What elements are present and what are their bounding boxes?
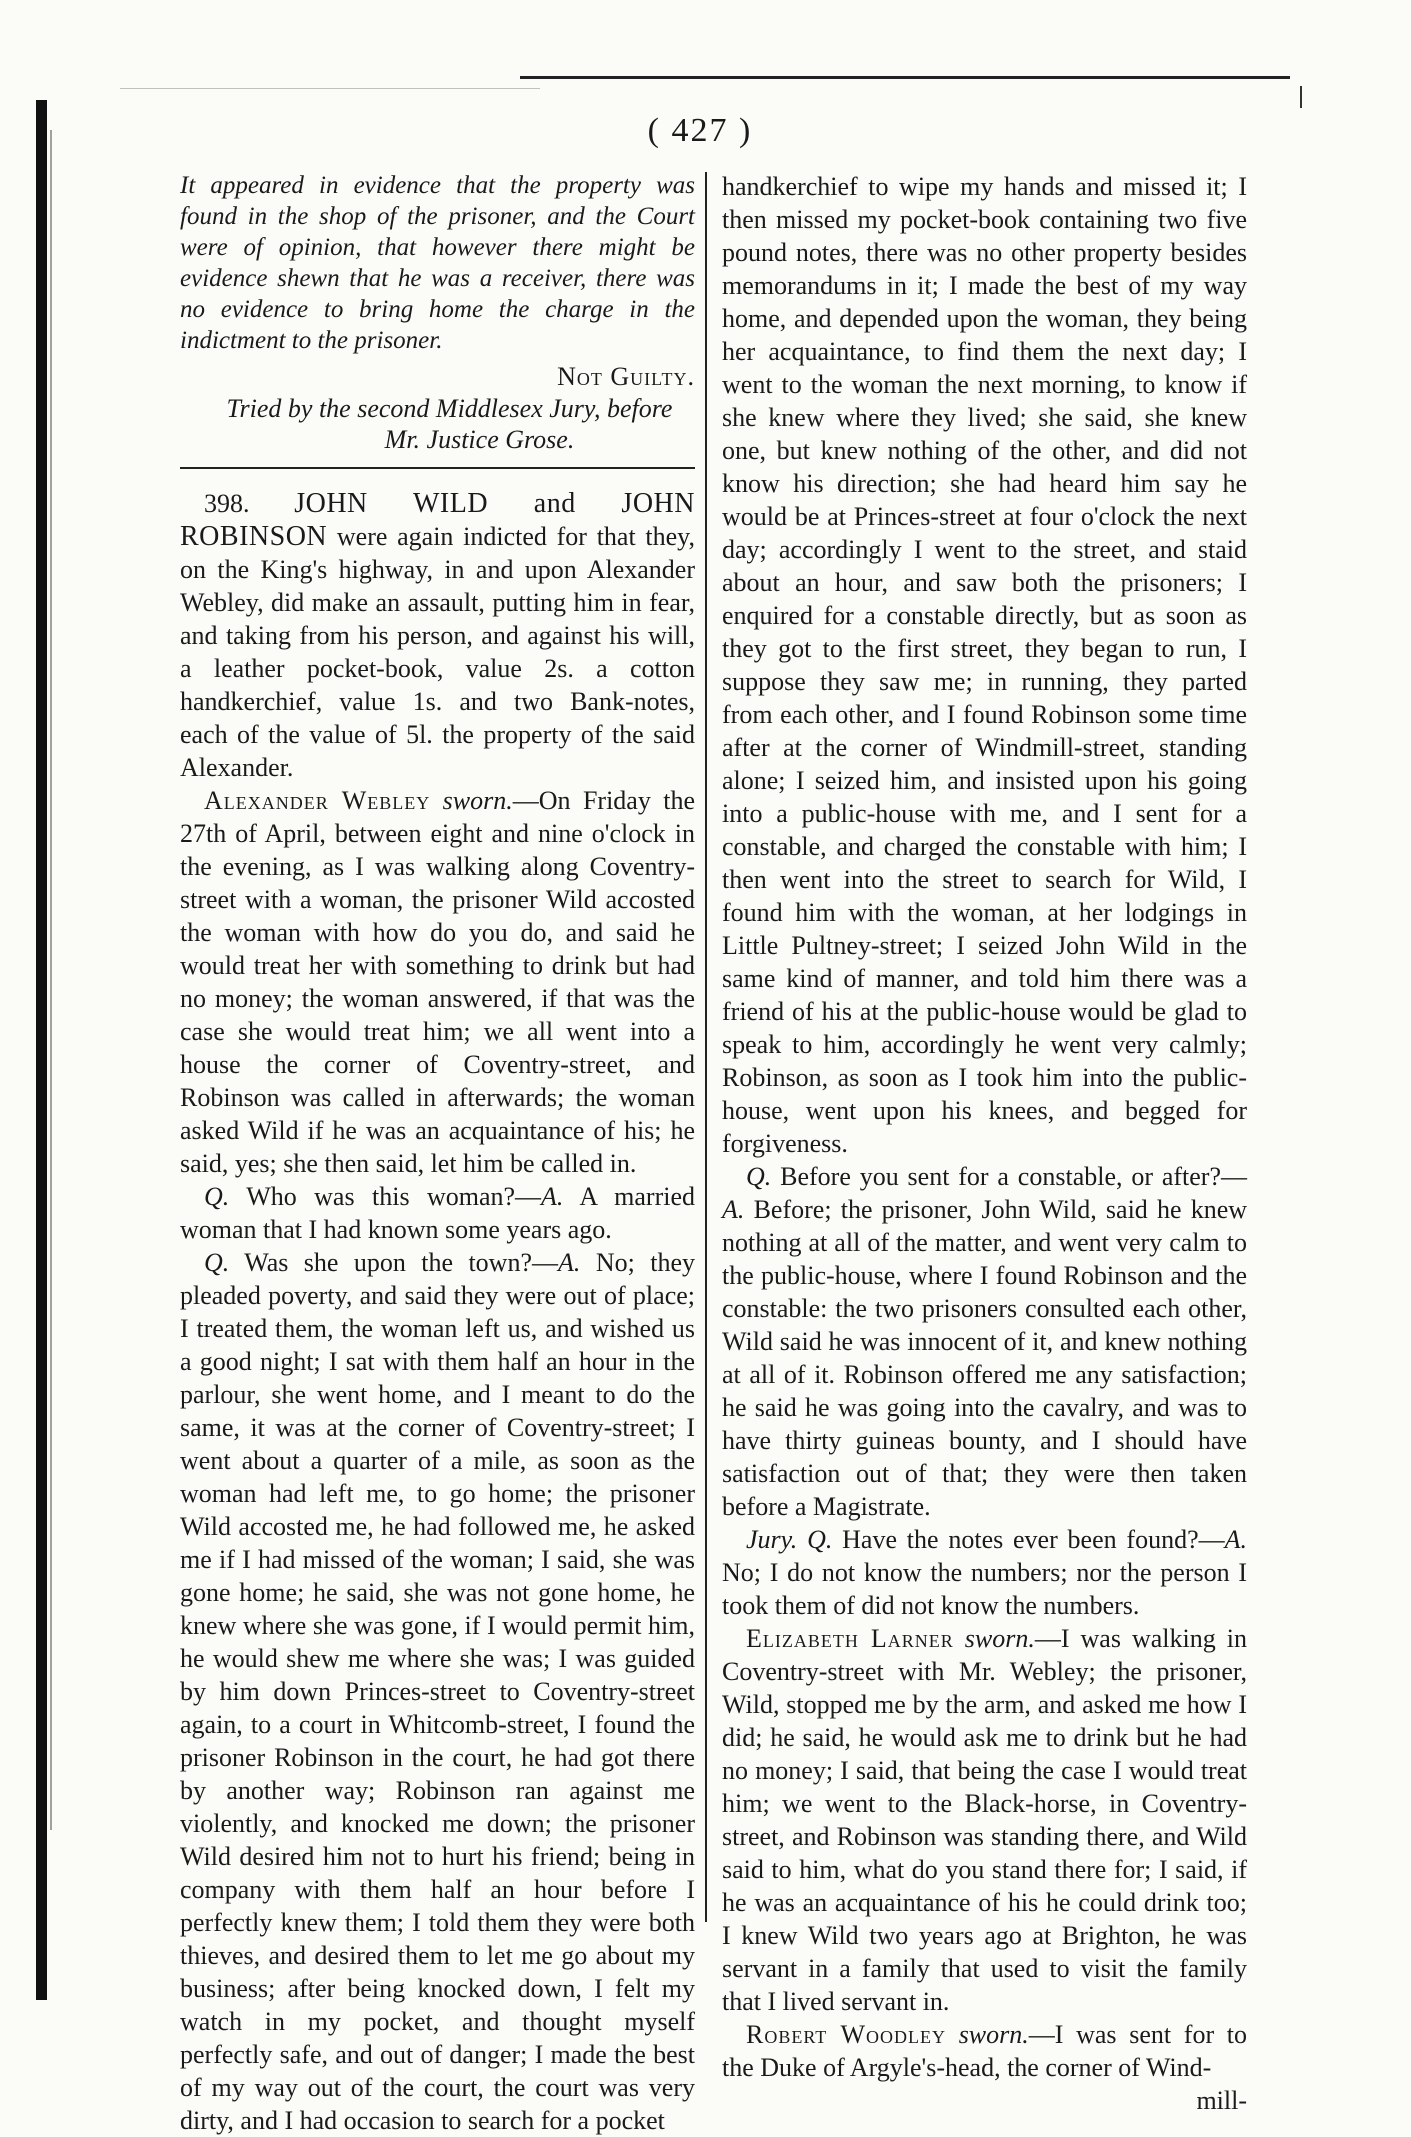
q4-text: Have the notes ever been found?— bbox=[842, 1525, 1225, 1554]
binding-shadow bbox=[36, 100, 47, 2000]
left-column bbox=[180, 170, 695, 2137]
q4-label: Q. bbox=[807, 1525, 833, 1554]
witness1-paragraph bbox=[180, 784, 695, 1180]
qa3-paragraph bbox=[722, 1160, 1247, 1523]
qa1-paragraph bbox=[180, 1180, 695, 1246]
top-rule bbox=[520, 76, 1290, 79]
q2-label: Q. bbox=[204, 1248, 230, 1277]
a1-text: A married woman that I had known some years ago. bbox=[180, 1182, 695, 1244]
qa4-paragraph bbox=[722, 1523, 1247, 1622]
a4-text: No; I do not know the numbers; nor the person I took them of did not know the numbers. bbox=[722, 1558, 1247, 1620]
tried-by-line1: Tried by the second Middlesex Jury, before bbox=[226, 394, 673, 423]
witness2-sworn: sworn. bbox=[964, 1624, 1035, 1653]
witness1-name: Alexander Webley bbox=[204, 786, 431, 815]
a3-text: Before; the prisoner, John Wild, said he knew nothing at all of the matter, and went very calm to the public-house, where I found Robinson and the constable: the two prisoners consulted each other, Wild said he was innocent of it, and knew nothing at all of it. Robinson offered me any satisfaction; he said he was going into the cavalry, and was to have thirty guineas bounty, and I should have satisfaction out of that; they were then taken before a Magistrate. bbox=[722, 1195, 1248, 1521]
witness1-testimony: —On Friday the 27th of April, between eight and nine o'clock in the evening, as I was walking along Coventry-street with a woman, the prisoner Wild accosted the woman with how do you do, and said he would treat her with something to drink but had no money; the woman answered, if that was the case she would treat him; we all went into a house the corner of Coventry-street, and Robinson was called in afterwards; the woman asked Wild if he was an acquaintance of his; he said, yes; she then said, let him be called in. bbox=[180, 786, 696, 1178]
witness1-sworn: sworn. bbox=[442, 786, 513, 815]
a3-label: A. bbox=[722, 1195, 745, 1224]
verdict-note: It appeared in evidence that the property was found in the shop of the prisoner, and the Court were of opinion, that however there might be evidence shewn that he was a receiver, there was no evidence to bring home the charge in the indictment to the prisoner. bbox=[180, 172, 695, 354]
witness2-paragraph bbox=[722, 1622, 1247, 2018]
case-398 bbox=[180, 487, 695, 784]
a4-label: A. bbox=[1224, 1525, 1248, 1554]
q3-label: Q. bbox=[746, 1162, 772, 1191]
verdict: Not Guilty. bbox=[557, 362, 695, 391]
witness3-sworn: sworn. bbox=[958, 2020, 1029, 2049]
margin-mark bbox=[1300, 86, 1302, 108]
case-number: 398. bbox=[204, 489, 250, 518]
continuation-paragraph: handkerchief to wipe my hands and missed it; I then missed my pocket-book containing two five pound notes, there was no other property besides memorandums in it; I made the best of my way home, and depended upon the woman, they being her acquaintance, to find them the next day; I went to the woman the next morning, to know if she knew where they lived; she said, she knew one, but knew nothing of the other, and did not know his direction; she had heard him say he would be at Princes-street at four o'clock the next day; accordingly I went to the street, and staid about an hour, and saw both the prisoners; I enquired for a constable directly, but as soon as they got to the first street, they began to run, I suppose they saw me; in running, they parted from each other, and I found Robinson some time after at the corner of Windmill-street, standing alone; I seized him, and insisted upon his going into a public-house with me, and I sent for a constable, and charged the constable with him; I then went into the street to search for Wild, I found him with the woman, at her lodgings in Little Pultney-street; I seized John Wild in the same kind of manner, and told him there was a friend of his at the public-house would be glad to speak to him, accordingly he went very calmly; Robinson, as soon as I took him into the public-house, went upon his knees, and begged for forgiveness. bbox=[722, 172, 1247, 1158]
a2-text: No; they pleaded poverty, and said they were out of place; I treated them, the woman left us, and wished us a good night; I sat with them half an hour in the parlour, she went home, and I meant to do the same, it was at the corner of Coventry-street; I went about a quarter of a mile, as soon as the woman had left me, to go home; the prisoner Wild accosted me, he had followed me, he asked me if I had missed of the woman; I said, she was gone home; he said, she was not gone home, he knew where she was gone, if I would permit him, he would shew me where she was; I was guided by him down Princes-street to Coventry-street again, to a court in Whitcomb-street, I found the prisoner Robinson in the court, he had got there by another way; Robinson ran against me violently, and knocked me down; the prisoner Wild desired him not to hurt his friend; being in company with them half an hour before I perfectly knew them; I told them they were both thieves, and desired them to let me go about my business; after being knocked down, I felt my watch in my pocket, and thought myself perfectly safe, and out of danger; I made the best of my way out of the court, the court was very dirty, and I had occasion to search for a pocket bbox=[180, 1248, 695, 2135]
witness3-testimony: —I was sent for to the Duke of Argyle's-head, the corner of Wind- bbox=[722, 2020, 1247, 2082]
right-column bbox=[722, 170, 1247, 2117]
defendants: JOHN WILD and JOHN ROBINSON bbox=[180, 488, 695, 552]
jury-label: Jury. bbox=[746, 1525, 798, 1554]
tried-by-line2: Mr. Justice Grose. bbox=[384, 425, 575, 454]
witness2-name: Elizabeth Larner bbox=[746, 1624, 954, 1653]
column-divider bbox=[705, 172, 707, 1922]
witness3-paragraph bbox=[722, 2018, 1247, 2084]
top-rule-faint bbox=[120, 88, 540, 89]
page-number: ( 427 ) bbox=[647, 112, 753, 149]
catchword: mill- bbox=[1196, 2086, 1247, 2115]
witness2-testimony: —I was walking in Coventry-street with Mr. Webley; the prisoner, Wild, stopped me by the arm, and asked me how I did; he said, he would ask me to drink but he had no money; I said, that being the case I would treat him; we went to the Black-horse, in Coventry-street, and Robinson was standing there, and Wild said to him, what do you stand there for; I said, if he was an acquaintance of his he could drink too; I knew Wild two years ago at Brighton, he was servant in a family that used to visit the family that I lived servant in. bbox=[722, 1624, 1247, 2016]
binding-edge bbox=[50, 130, 52, 1830]
qa2-paragraph bbox=[180, 1246, 695, 2137]
q3-text: Before you sent for a constable, or after?— bbox=[780, 1162, 1247, 1191]
section-rule bbox=[180, 467, 695, 469]
a2-label: A. bbox=[558, 1248, 581, 1277]
q1-text: Who was this woman?— bbox=[246, 1182, 542, 1211]
q2-text: Was she upon the town?— bbox=[244, 1248, 558, 1277]
witness3-name: Robert Woodley bbox=[746, 2020, 946, 2049]
q1-label: Q. bbox=[204, 1182, 230, 1211]
a1-label: A. bbox=[541, 1182, 564, 1211]
indictment: were again indicted for that they, on the King's highway, in and upon Alexander Webley, did make an assault, putting him in fear, and taking from his person, and against his will, a leather pocket-book, value 2s. a cotton handkerchief, value 1s. and two Bank-notes, each of the value of 5l. the property of the said Alexander. bbox=[180, 522, 695, 782]
